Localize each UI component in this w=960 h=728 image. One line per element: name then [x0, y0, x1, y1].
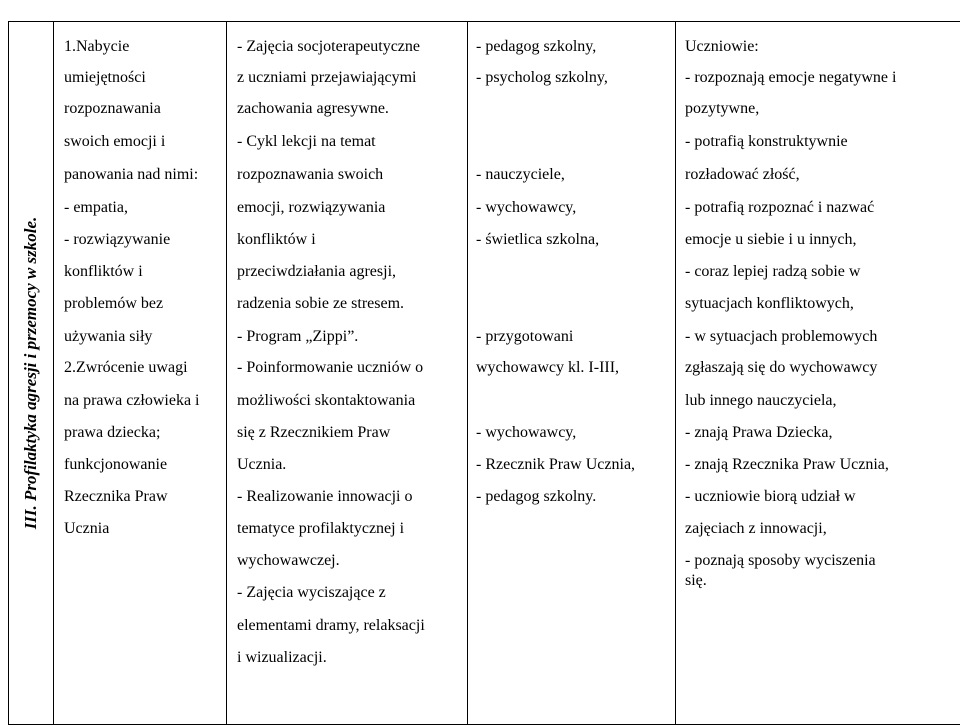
outcome-line: zgłaszają się do wychowawcy — [685, 359, 878, 376]
objective-line: swoich emocji i — [64, 133, 166, 150]
activity-line: Ucznia. — [237, 456, 287, 473]
outcome-line: sytuacjach konfliktowych, — [685, 295, 854, 312]
outcome-line: - znają Rzecznika Praw Ucznia, — [685, 456, 889, 473]
prevention-table — [8, 21, 960, 725]
activity-line: - Realizowanie innowacji o — [237, 488, 413, 505]
responsible-line: - świetlica szkolna, — [476, 231, 600, 248]
outcome-line: lub innego nauczyciela, — [685, 392, 837, 409]
activity-line: rozpoznawania swoich — [237, 166, 384, 183]
objective-line: 2.Zwrócenie uwagi — [64, 359, 188, 376]
outcome-line: emocje u siebie i u innych, — [685, 231, 857, 248]
outcome-line: zajęciach z innowacji, — [685, 520, 827, 537]
objective-line: rozpoznawania — [64, 100, 161, 117]
objective-line: konfliktów i — [64, 263, 143, 280]
table-row — [9, 22, 960, 725]
objective-line: umiejętności — [64, 69, 146, 86]
activity-line: przeciwdziałania agresji, — [237, 263, 397, 280]
objective-line: Ucznia — [64, 520, 110, 537]
responsible-line: - psycholog szkolny, — [476, 69, 608, 86]
section-label-cell — [9, 22, 54, 725]
outcome-line: Uczniowie: — [685, 38, 759, 55]
outcome-line: - potrafią rozpoznać i nazwać — [685, 199, 875, 216]
objective-line: funkcjonowanie — [64, 456, 168, 473]
responsible-line: - Rzecznik Praw Ucznia, — [476, 456, 636, 473]
activity-line: tematyce profilaktycznej i — [237, 520, 405, 537]
activity-line: się z Rzecznikiem Praw — [237, 424, 391, 441]
objective-line: - empatia, — [64, 199, 128, 216]
activity-line: i wizualizacji. — [237, 649, 327, 666]
activity-line: konfliktów i — [237, 231, 316, 248]
activities-column — [227, 22, 467, 724]
activity-line: - Cykl lekcji na temat — [237, 133, 376, 150]
activity-line: - Poinformowanie uczniów o — [237, 359, 424, 376]
objective-line: problemów bez — [64, 295, 164, 312]
outcome-line: rozładować złość, — [685, 166, 800, 183]
outcome-line: - coraz lepiej radzą sobie w — [685, 263, 861, 280]
objective-line: panowania nad nimi: — [64, 166, 199, 183]
activity-line: wychowawczej. — [237, 552, 340, 569]
outcome-line: - potrafią konstruktywnie — [685, 133, 848, 150]
responsible-line: - pedagog szkolny, — [476, 38, 597, 55]
responsible-line: - nauczyciele, — [476, 166, 565, 183]
activity-line: radzenia sobie ze stresem. — [237, 295, 405, 312]
outcomes-column — [676, 22, 960, 724]
responsible-line: - pedagog szkolny. — [476, 488, 597, 505]
outcome-line: - znają Prawa Dziecka, — [685, 424, 833, 441]
responsible-line: - wychowawcy, — [476, 199, 577, 216]
activity-line: - Zajęcia wyciszające z — [237, 584, 386, 601]
objective-line: 1.Nabycie — [64, 38, 130, 55]
activity-line: - Program „Zippi”. — [237, 328, 359, 345]
activity-line: zachowania agresywne. — [237, 100, 389, 117]
objectives-column — [54, 22, 226, 724]
outcome-line: się. — [685, 572, 707, 589]
activities-cell — [227, 22, 468, 725]
responsible-line: - wychowawcy, — [476, 424, 577, 441]
activity-line: - Zajęcia socjoterapeutyczne — [237, 38, 420, 55]
responsible-line: - przygotowani — [476, 328, 574, 345]
activity-line: możliwości skontaktowania — [237, 392, 416, 409]
section-label: III. Profilaktyka agresji i przemocy w szkole. — [21, 216, 40, 530]
responsible-cell — [468, 22, 676, 725]
outcome-line: - rozpoznają emocje negatywne i — [685, 69, 897, 86]
objectives-cell — [54, 22, 227, 725]
objective-line: - rozwiązywanie — [64, 231, 171, 248]
outcome-line: - uczniowie biorą udział w — [685, 488, 856, 505]
responsible-column — [468, 22, 675, 724]
outcome-line: pozytywne, — [685, 100, 760, 117]
objective-line: prawa dziecka; — [64, 424, 161, 441]
objective-line: używania siły — [64, 328, 153, 345]
activity-line: emocji, rozwiązywania — [237, 199, 386, 216]
outcomes-cell — [676, 22, 960, 725]
objective-line: Rzecznika Praw — [64, 488, 168, 505]
activity-line: elementami dramy, relaksacji — [237, 617, 425, 634]
responsible-line: wychowawcy kl. I-III, — [476, 359, 620, 376]
objective-line: na prawa człowieka i — [64, 392, 200, 409]
activity-line: z uczniami przejawiającymi — [237, 69, 417, 86]
outcome-line: - poznają sposoby wyciszenia — [685, 552, 876, 569]
outcome-line: - w sytuacjach problemowych — [685, 328, 878, 345]
